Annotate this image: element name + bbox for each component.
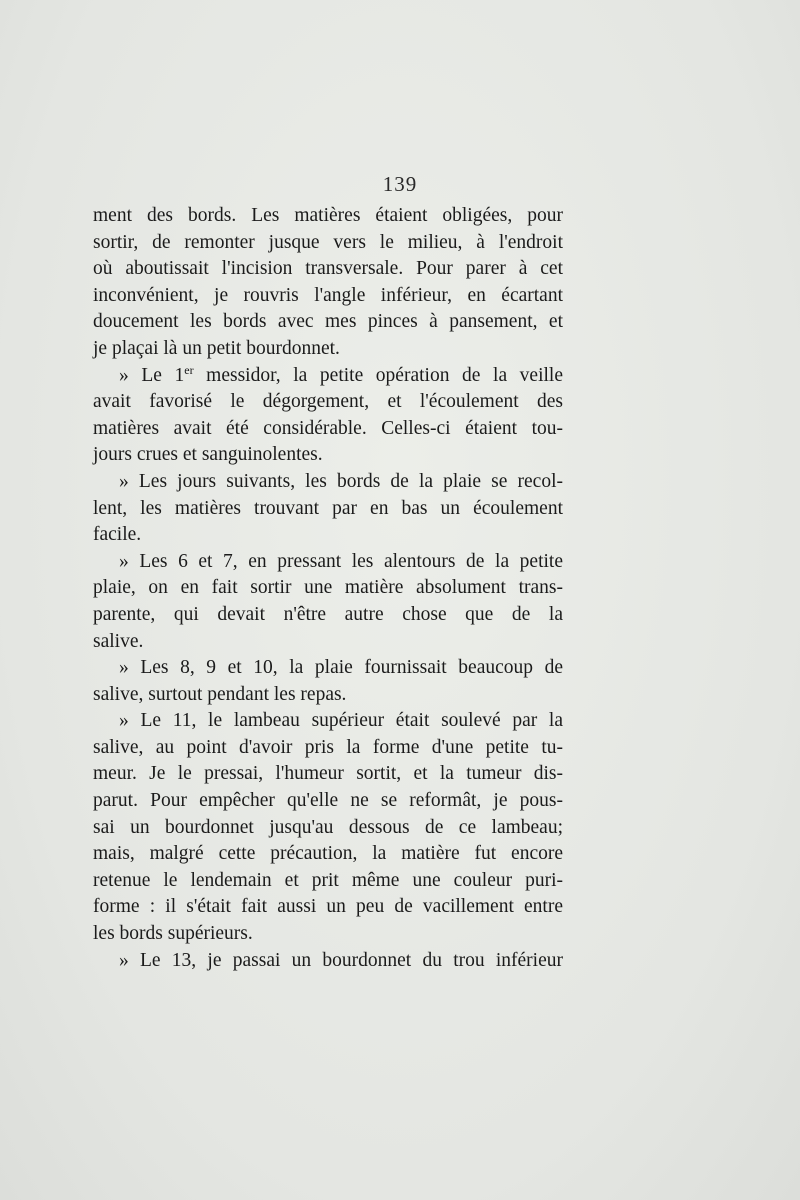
text-line: » Le 13, je passai un bourdonnet du trou inférieur (119, 949, 563, 971)
text-line: » Les 6 et 7, en pressant les alentours de la petite (119, 550, 563, 572)
text-line: je plaçai là un petit bourdonnet. (93, 337, 340, 359)
text-line: ment des bords. Les matières étaient obligées, pour (93, 205, 563, 226)
text-line: » Les 8, 9 et 10, la plaie fournissait beaucoup de (119, 657, 563, 679)
text-line: parut. Pour empêcher qu'elle ne se reformât, je pous- (93, 790, 563, 812)
body-text (93, 203, 563, 974)
text-line: les bords supérieurs. (93, 923, 253, 945)
text-line: » Les jours suivants, les bords de la plaie se recol- (119, 470, 563, 492)
text-line: » Le 1er messidor, la petite opération de la veille (119, 362, 563, 386)
text-line: meur. Je le pressai, l'humeur sortit, et la tumeur dis- (93, 763, 563, 785)
text-line: jours crues et sanguinolentes. (93, 444, 323, 466)
text-line: retenue le lendemain et prit même une couleur puri- (93, 869, 563, 891)
text-line: sortir, de remonter jusque vers le milieu, à l'endroit (93, 231, 563, 253)
text-line: plaie, on en fait sortir une matière absolument trans- (93, 577, 563, 599)
text-line: mais, malgré cette précaution, la matière fut encore (93, 843, 563, 865)
text-line: avait favorisé le dégorgement, et l'écoulement des (93, 391, 563, 413)
text-line: salive, au point d'avoir pris la forme d'une petite tu- (93, 736, 563, 758)
text-line: doucement les bords avec mes pinces à pansement, et (93, 311, 563, 333)
text-line: forme : il s'était fait aussi un peu de vacillement entre (93, 896, 563, 918)
text-line: inconvénient, je rouvris l'angle inférieur, en écartant (93, 284, 563, 306)
page-number: 139 (382, 172, 418, 196)
text-line: sai un bourdonnet jusqu'au dessous de ce lambeau; (93, 816, 563, 838)
text-line: parente, qui devait n'être autre chose que de la (93, 603, 563, 625)
text-line: salive. (93, 630, 144, 652)
text-line: » Le 11, le lambeau supérieur était soulevé par la (119, 710, 563, 732)
text-line: matières avait été considérable. Celles-ci étaient tou- (93, 417, 563, 439)
text-line: où aboutissait l'incision transversale. Pour parer à cet (93, 258, 563, 280)
ordinal-superscript: er (184, 362, 194, 377)
text-line: lent, les matières trouvant par en bas un écoulement (93, 497, 563, 519)
text-line: salive, surtout pendant les repas. (93, 683, 347, 705)
text-line: facile. (93, 524, 142, 546)
